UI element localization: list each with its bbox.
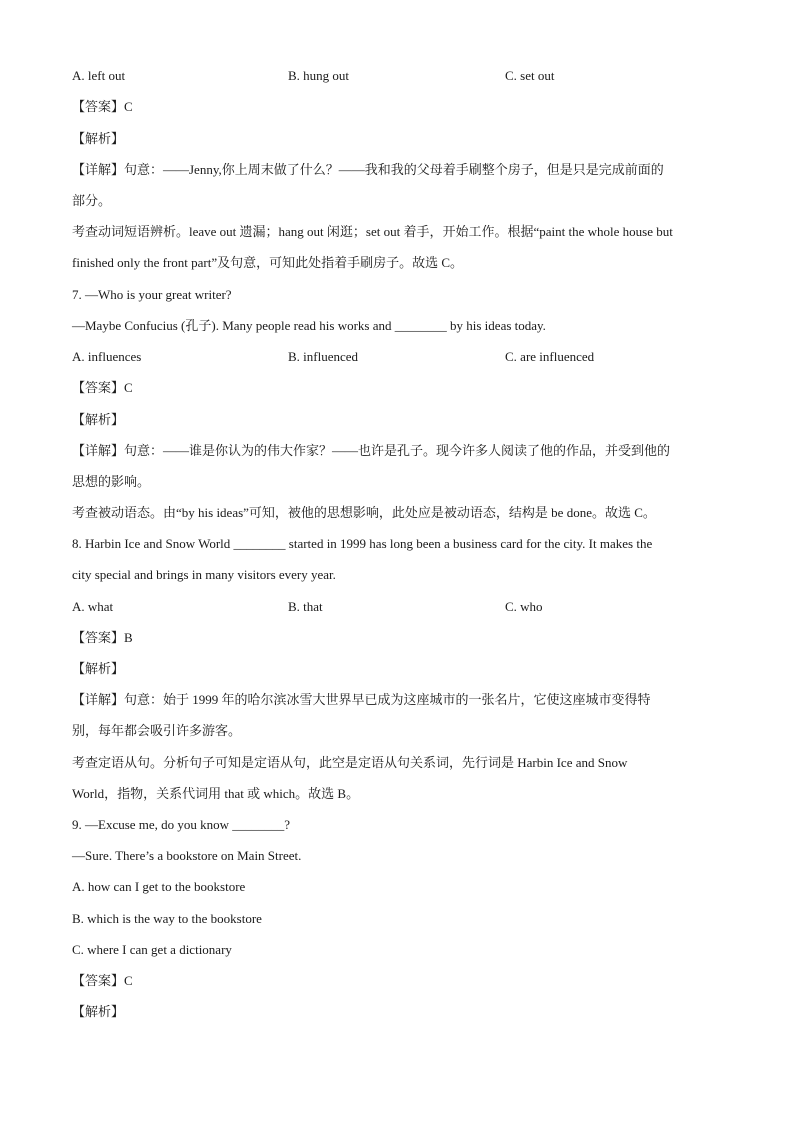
q9-stem-line-2: —Sure. There’s a bookstore on Main Street. xyxy=(72,848,302,863)
q8-answer: 【答案】B xyxy=(72,630,133,645)
q6-analysis-heading: 【解析】 xyxy=(72,131,125,146)
q7-explain-line-1: 考查被动语态。由“by his ideas”可知，被他的思想影响，此处应是被动语态，结构是 be done。故选 C。 xyxy=(72,505,656,520)
q6-option-b: B. hung out xyxy=(288,68,350,83)
q7-detail-line-2: 思想的影响。 xyxy=(72,474,151,489)
q8-explain-line-1: 考查定语从句。分析句子可知是定语从句，此空是定语从句关系词，先行词是 Harbin Ice and Snow xyxy=(72,755,628,770)
q8-detail-line-1: 【详解】句意：始于 1999 年的哈尔滨冰雪大世界早已成为这座城市的一张名片，它使这座城市变得特 xyxy=(72,692,651,707)
q6-detail-line-2: 部分。 xyxy=(72,193,112,208)
q6-option-a: A. left out xyxy=(72,68,126,83)
q7-option-a: A. influences xyxy=(72,349,142,364)
q7-answer: 【答案】C xyxy=(72,380,133,395)
q8-explain-line-2: World，指物，关系代词用 that 或 which。故选 B。 xyxy=(72,786,360,801)
q6-option-c: C. set out xyxy=(505,68,555,83)
q8-option-b: B. that xyxy=(288,599,323,614)
q9-option-b: B. which is the way to the bookstore xyxy=(72,911,262,926)
q9-option-c: C. where I can get a dictionary xyxy=(72,942,232,957)
q8-stem-line-2: city special and brings in many visitors every year. xyxy=(72,567,336,582)
q8-detail-line-2: 别，每年都会吸引许多游客。 xyxy=(72,723,242,738)
q7-option-b: B. influenced xyxy=(288,349,359,364)
q7-option-c: C. are influenced xyxy=(505,349,595,364)
q8-option-a: A. what xyxy=(72,599,114,614)
q8-analysis-heading: 【解析】 xyxy=(72,661,125,676)
q9-stem-line-1: 9. —Excuse me, do you know ________? xyxy=(72,817,291,832)
q7-stem-line-2: —Maybe Confucius (孔子). Many people read his works and ________ by his ideas today. xyxy=(72,318,546,333)
q9-analysis-heading: 【解析】 xyxy=(72,1004,125,1019)
q8-stem-line-1: 8. Harbin Ice and Snow World ________ started in 1999 has long been a business card for the city. It makes the xyxy=(72,536,653,551)
q6-detail-line-1: 【详解】句意：——Jenny,你上周末做了什么？——我和我的父母着手刷整个房子，但是只是完成前面的 xyxy=(72,162,664,177)
q8-option-c: C. who xyxy=(505,599,543,614)
q6-answer: 【答案】C xyxy=(72,99,133,114)
q7-stem-line-1: 7. —Who is your great writer? xyxy=(72,287,232,302)
q9-option-a: A. how can I get to the bookstore xyxy=(72,879,246,894)
q9-answer: 【答案】C xyxy=(72,973,133,988)
q6-explain-line-2: finished only the front part”及句意，可知此处指着手刷房子。故选 C。 xyxy=(72,255,464,270)
q6-explain-line-1: 考查动词短语辨析。leave out 遗漏；hang out 闲逛；set out 着手，开始工作。根据“paint the whole house but xyxy=(72,224,673,239)
q7-detail-line-1: 【详解】句意：——谁是你认为的伟大作家？——也许是孔子。现今许多人阅读了他的作品，并受到他的 xyxy=(72,443,671,458)
q7-analysis-heading: 【解析】 xyxy=(72,412,125,427)
